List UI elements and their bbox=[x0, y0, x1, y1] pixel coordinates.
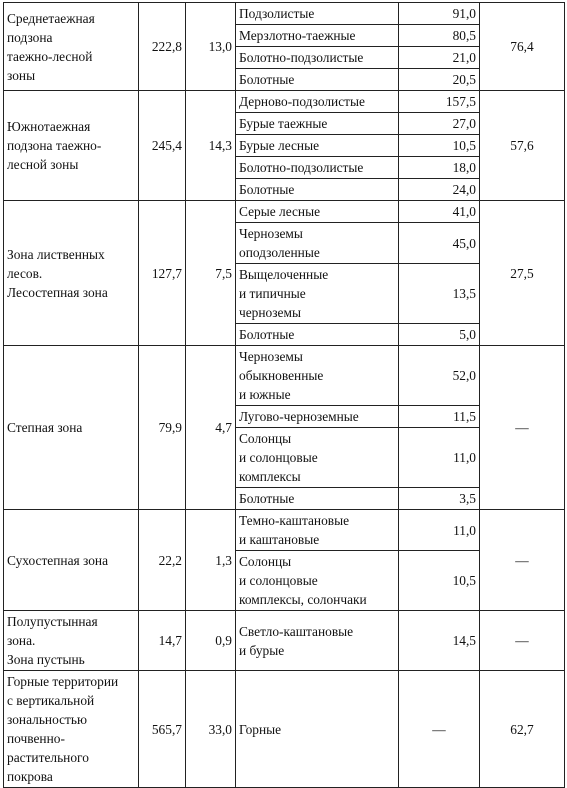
soil-value-cell: 14,5 bbox=[399, 611, 480, 671]
table-row bbox=[4, 510, 565, 551]
zone-name-cell: Среднетаежная подзона таежно-лесной зоны bbox=[4, 3, 139, 91]
soil-value-cell: 10,5 bbox=[399, 551, 480, 611]
soil-value-cell: 80,5 bbox=[399, 25, 480, 47]
soil-value-cell: 11,0 bbox=[399, 510, 480, 551]
zone-value-3-cell: 27,5 bbox=[480, 201, 565, 346]
soil-name-cell: Выщелоченные и типичные черноземы bbox=[236, 264, 399, 324]
soil-value-cell: 21,0 bbox=[399, 47, 480, 69]
zone-value-2-cell: 4,7 bbox=[186, 346, 236, 510]
zone-name-cell: Южнотаежная подзона таежно- лесной зоны bbox=[4, 91, 139, 201]
zone-value-3-cell: — bbox=[480, 611, 565, 671]
soil-name-cell: Солонцы и солонцовые комплексы bbox=[236, 428, 399, 488]
soil-name-cell: Болотные bbox=[236, 179, 399, 201]
soil-value-cell: 18,0 bbox=[399, 157, 480, 179]
zone-value-2-cell: 14,3 bbox=[186, 91, 236, 201]
soil-value-cell: 11,5 bbox=[399, 406, 480, 428]
soil-value-cell: 41,0 bbox=[399, 201, 480, 223]
zone-value-1-cell: 245,4 bbox=[139, 91, 186, 201]
table-row bbox=[4, 3, 565, 25]
zone-value-2-cell: 33,0 bbox=[186, 671, 236, 788]
soil-value-cell: 10,5 bbox=[399, 135, 480, 157]
soil-zones-table bbox=[3, 2, 565, 788]
zone-value-3-cell: 62,7 bbox=[480, 671, 565, 788]
zone-name-cell: Горные территории с вертикальной зональностью почвенно- растительного покрова bbox=[4, 671, 139, 788]
soil-name-cell: Солонцы и солонцовые комплексы, солончаки bbox=[236, 551, 399, 611]
zone-name-cell: Степная зона bbox=[4, 346, 139, 510]
zone-name-cell: Зона лиственных лесов. Лесостепная зона bbox=[4, 201, 139, 346]
soil-value-cell: 20,5 bbox=[399, 69, 480, 91]
zone-value-2-cell: 0,9 bbox=[186, 611, 236, 671]
soil-value-cell: 157,5 bbox=[399, 91, 480, 113]
soil-name-cell: Болотные bbox=[236, 324, 399, 346]
soil-name-cell: Подзолистые bbox=[236, 3, 399, 25]
soil-name-cell: Болотные bbox=[236, 69, 399, 91]
table-row bbox=[4, 346, 565, 406]
soil-value-cell: 13,5 bbox=[399, 264, 480, 324]
soil-name-cell: Болотные bbox=[236, 488, 399, 510]
zone-value-3-cell: — bbox=[480, 346, 565, 510]
zone-name-cell: Полупустынная зона. Зона пустынь bbox=[4, 611, 139, 671]
soil-name-cell: Бурые таежные bbox=[236, 113, 399, 135]
table-body bbox=[4, 3, 565, 788]
table-row bbox=[4, 201, 565, 223]
soil-value-cell: 11,0 bbox=[399, 428, 480, 488]
soil-name-cell: Черноземы оподзоленные bbox=[236, 223, 399, 264]
soil-value-cell: — bbox=[399, 671, 480, 788]
zone-value-3-cell: — bbox=[480, 510, 565, 611]
soil-name-cell: Лугово-черноземные bbox=[236, 406, 399, 428]
soil-name-cell: Мерзлотно-таежные bbox=[236, 25, 399, 47]
zone-value-1-cell: 22,2 bbox=[139, 510, 186, 611]
soil-name-cell: Черноземы обыкновенные и южные bbox=[236, 346, 399, 406]
soil-value-cell: 27,0 bbox=[399, 113, 480, 135]
zone-value-1-cell: 222,8 bbox=[139, 3, 186, 91]
soil-value-cell: 45,0 bbox=[399, 223, 480, 264]
soil-value-cell: 24,0 bbox=[399, 179, 480, 201]
table-row bbox=[4, 91, 565, 113]
zone-name-cell: Сухостепная зона bbox=[4, 510, 139, 611]
soil-name-cell: Болотно-подзолистые bbox=[236, 47, 399, 69]
soil-value-cell: 91,0 bbox=[399, 3, 480, 25]
table-row bbox=[4, 611, 565, 671]
table-row bbox=[4, 671, 565, 788]
zone-value-2-cell: 13,0 bbox=[186, 3, 236, 91]
soil-name-cell: Светло-каштановые и бурые bbox=[236, 611, 399, 671]
zone-value-1-cell: 79,9 bbox=[139, 346, 186, 510]
soil-name-cell: Болотно-подзолистые bbox=[236, 157, 399, 179]
soil-name-cell: Темно-каштановые и каштановые bbox=[236, 510, 399, 551]
zone-value-3-cell: 76,4 bbox=[480, 3, 565, 91]
soil-name-cell: Бурые лесные bbox=[236, 135, 399, 157]
zone-value-1-cell: 127,7 bbox=[139, 201, 186, 346]
zone-value-1-cell: 565,7 bbox=[139, 671, 186, 788]
zone-value-3-cell: 57,6 bbox=[480, 91, 565, 201]
zone-value-1-cell: 14,7 bbox=[139, 611, 186, 671]
soil-name-cell: Серые лесные bbox=[236, 201, 399, 223]
soil-value-cell: 3,5 bbox=[399, 488, 480, 510]
soil-name-cell: Горные bbox=[236, 671, 399, 788]
soil-value-cell: 52,0 bbox=[399, 346, 480, 406]
zone-value-2-cell: 1,3 bbox=[186, 510, 236, 611]
soil-name-cell: Дерново-подзолистые bbox=[236, 91, 399, 113]
zone-value-2-cell: 7,5 bbox=[186, 201, 236, 346]
soil-value-cell: 5,0 bbox=[399, 324, 480, 346]
